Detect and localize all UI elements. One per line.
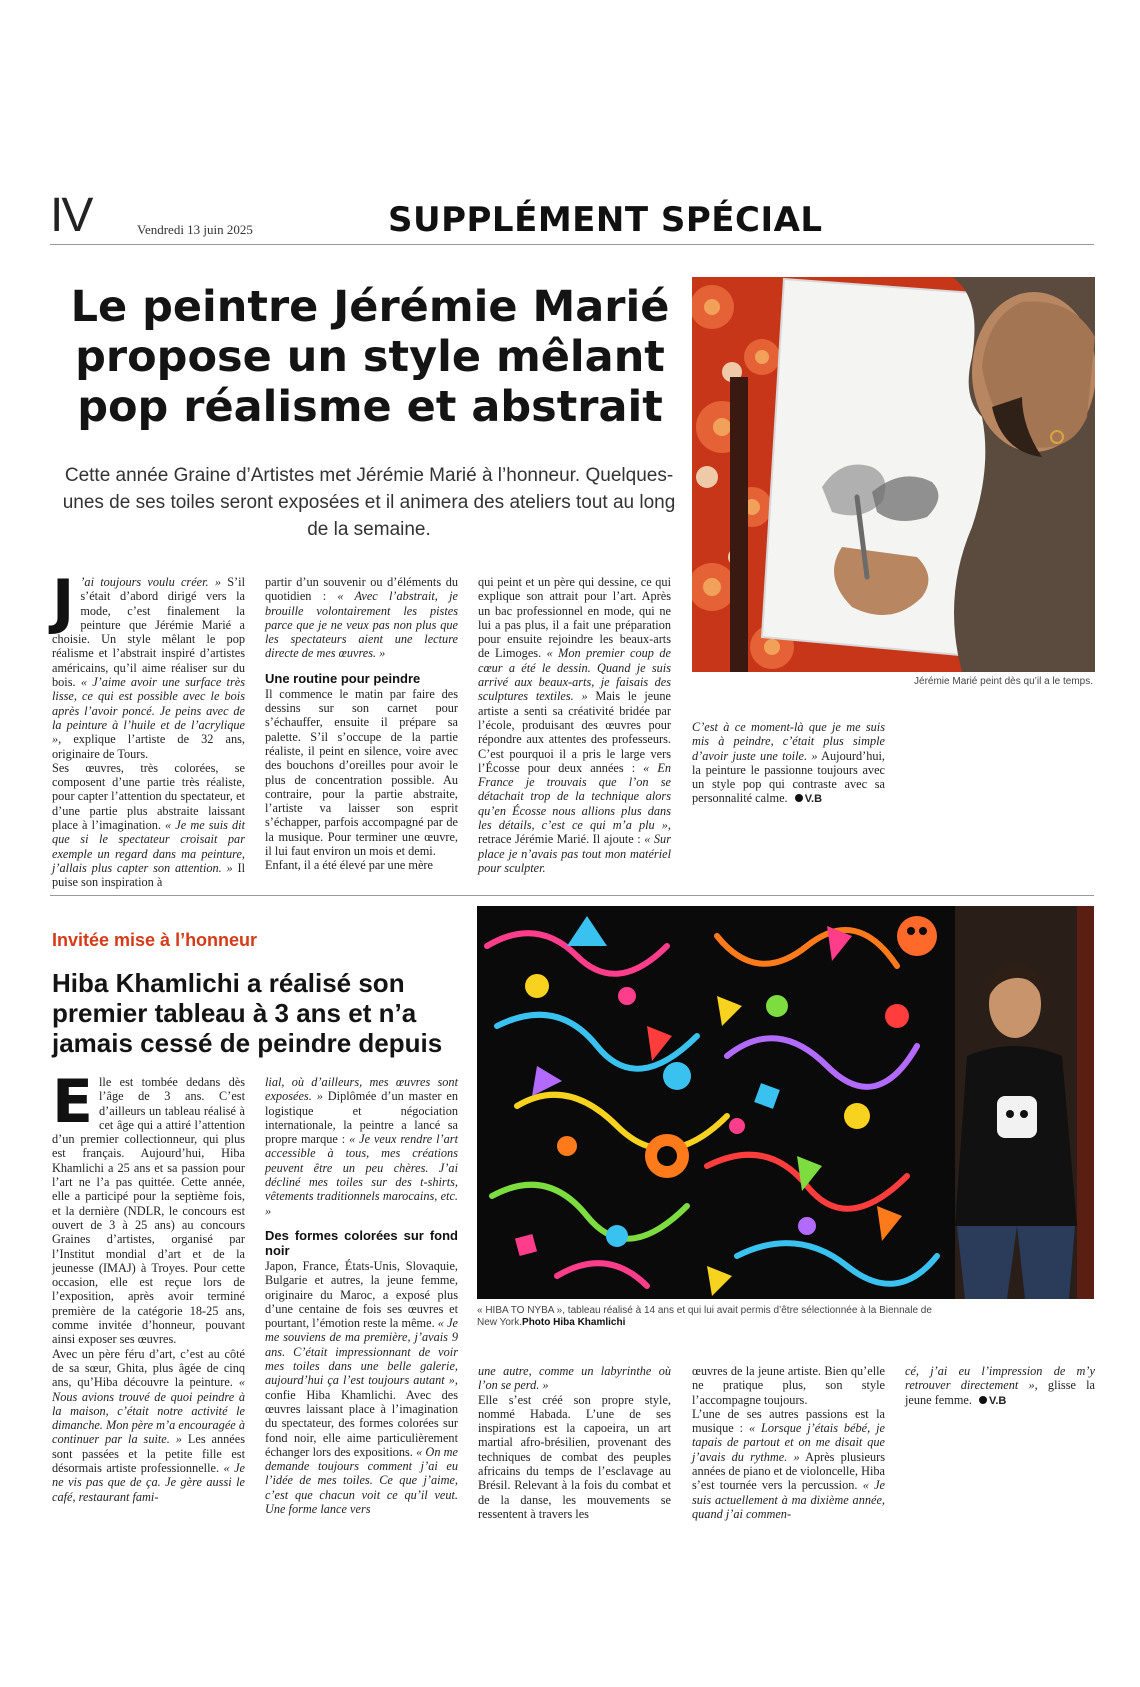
artwork-photo [477,906,1094,1299]
subheading: Une routine pour peindre [265,670,421,686]
article2-kicker: Invitée mise à l’honneur [52,930,258,950]
section-title: SUPPLÉMENT SPÉCIAL [388,200,823,240]
header-divider [50,244,1094,245]
subheading: Des formes colorées sur fond noir [265,1227,458,1258]
dropcap: E [52,1067,93,1137]
article2-column-3: une autre, comme un labyrinthe où l’on se perd. » Elle s’est créé son propre style, nommé Habada. L’une de ses inspirations est la capoeira, un art martial afro-brésilien, provenant des techniques de combat des peuples africains du temps de l’esclavage au Brésil. Relevant à la fois du combat et de la danse, les mouvements se ressentent à travers les [478,1364,671,1521]
author-signature: V.B [989,1394,1007,1407]
article2-column-4: œuvres de la jeune artiste. Bien qu’elle ne pratique plus, son style l’accompagne toujours. L’une de ses autres passions est la musique : « Lorsque j’étais bébé, je tapais de partout et on me disait que j’avais du rythme. » Après plusieurs années de piano et de violoncelle, Hiba s’est tournée vers la percussion. « Je suis actuellement à ma dixième année, quand j’ai commen- [692,1364,886,1521]
author-signature: V.B [804,793,823,806]
article1-column-1: J ’ai toujours voulu créer. » S’il s’était d’abord dirigé vers la mode, c’est finalement la peinture que Jérémie Marié a choisie. Un style mêlant le pop réalisme et l’abstrait inspiré d’artistes américains, qu’il aime réaliser sur du bois. « J’aime avoir une surface très lisse, ce qui est possible avec le bois après l’avoir poncé. Je peins avec de la peinture à l’huile et de l’acrylique », explique l’artiste de 32 ans, originaire de Tours. Ses œuvres, très colorées, se composent d’une partie très réaliste, pour capter l’attention du spectateur, et d’une partie plus abstraite laissant place à l’imagination. « Je me suis dit que si le spectateur croisait par exemple un regard dans ma peinture, j’allais plus capter son attention. » Il puise son inspiration à [52,567,245,890]
page-number: IV [50,189,92,242]
article2-headline: Hiba Khamlichi a réalisé son premier tableau à 3 ans et n’a jamais cessé de peindre depuis [52,968,443,1058]
page-date: Vendredi 13 juin 2025 [137,222,253,237]
article1-column-4: C’est à ce moment-là que je me suis mis à peindre, c’était plus simple d’avoir juste une toile. » Aujourd’hui, la peinture le passionne toujours avec un style pop qui contraste avec sa personnalité calme. V.B [692,720,885,806]
signature-dot [979,1396,987,1404]
photo-credit: Photo Hiba Khamlichi [522,1317,626,1328]
article2-column-5: cé, j’ai eu l’impression de m’y retrouver directement », glisse la jeune femme. V.B [905,1364,1095,1407]
article1-column-2: partir d’un souvenir ou d’éléments du quotidien : « Avec l’abstrait, je brouille volontairement les pistes parce que je ne veux pas non plus que les spectateurs aient une lecture directe de mes œuvres. » Une routine pour peindre Il commence le matin par faire des dessins sur son carnet pour s’échauffer, ensuite il prépare sa palette. S’il s’occupe de la partie réaliste, il peint en silence, voire avec des bouchons d’oreilles pour avoir le plus de concentration possible. Au contraire, pour la partie abstraite, l’artiste va laisser son esprit s’échapper, parfois accompagné par de la musique. Pour terminer une œuvre, il lui faut environ un mois et demi. Enfant, il a été élevé par une mère [265,575,458,873]
article-divider [50,895,1094,896]
article1-column-3: qui peint et un père qui dessine, ce qui explique son attrait pour l’art. Après un bac professionnel en mode, qui ne lui a pas plus, il a fait une préparation pour ensuite rejoindre les beaux-arts de Limoges. « Mon premier coup de cœur a été le dessin. Quand je suis arrivé aux beaux-arts, je faisais des sculptures textiles. » Mais le jeune artiste a senti sa créativité bridée par l’école, produisant des œuvres pour répondre aux attentes des professeurs. C’est pourquoi il a pris le large vers l’Écosse pour deux années : « En France je trouvais que l’on se détachait trop de la technique alors qu’en Écosse nous allions plus dans les détails, c’est ce qui m’a plu », retrace Jérémie Marié. Il ajoute : « Sur place je n’avais pas tout mon matériel pour sculpter. [478,575,671,875]
article1-lede: Cette année Graine d’Artistes met Jérémie Marié à l’honneur. Quelques-unes de ses toiles seront exposées et il animera des ateliers tout au long de la semaine. [62,465,676,540]
article2-photo [477,906,1094,1299]
signature-dot [795,794,803,802]
article2-photo-caption: « HIBA TO NYBA », tableau réalisé à 14 ans et qui lui avait permis d’être sélectionnée à la Biennale de New York.Photo Hiba Khamlichi [477,1305,932,1328]
article2-column-1: Elle est tombée dedans dès l’âge de 3 ans. C’est d’ailleurs un tableau réalisé à cet âge qui a attiré l’attention d’un premier collectionneur, qui plus est français. Aujourd’hui, Hiba Khamlichi a 25 ans et sa passion pour l’art ne l’a pas quittée. Cette année, elle a participé pour la septième fois, et la dernière (NDLR, le concours est ouvert de 3 à 25 ans) au concours Graines d’artistes, organisé par l’Institut mondial d’art et de la jeunesse (IMAJ) à Troyes. Pour cette occasion, elle est reçue lors de l’exposition, après avoir terminé première de la catégorie 18-25 ans, comme invitée d’honneur, pouvant ainsi exposer ses œuvres. Avec un père féru d’art, c’est au côté de sa sœur, Ghita, plus âgée de cinq ans, qu’Hiba découvre la peinture. « Nous avions trouvé de quoi peindre à la maison, c’était notre activité le dimanche. Mon père m’a encouragée à continuer par la suite. » Les années sont passées et la petite fille est désormais artiste professionnelle. « Je ne vis pas que de ça. Je gère aussi le café, restaurant fami- [52,1067,245,1504]
article1-photo [692,277,1095,672]
article1-headline: Le peintre Jérémie Marié propose un style mêlant pop réalisme et abstrait [70,282,670,432]
article2-column-2: lial, où d’ailleurs, mes œuvres sont exposées. » Diplômée d’un master en logistique et négociation internationale, la peintre a lancé sa propre marque : « Je veux rendre l’art accessible à tous, mes créations peuvent être un peu chères. J’ai décliné mes toiles sur des t-shirts, vêtements traditionnels marocains, etc. » Des formes colorées sur fond noir Japon, France, États-Unis, Slovaquie, Bulgarie et autres, la jeune femme, originaire du Maroc, a exposé plus d’une centaine de fois ses œuvres et pourtant, l’émotion reste la même. « Je me souviens de ma première, j’avais 9 ans. C’était impressionnant de voir mes toiles dans une belle galerie, aujourd’hui ça l’est toujours autant », confie Hiba Khamlichi. Avec des œuvres laissant place à l’imagination du spectateur, des formes colorées sur fond noir, elle aime particulièrement échanger lors des expositions. « On me demande toujours comment j’ai eu l’idée de mes toiles. Ce que j’aime, c’est que chacun voit ce qu’il veut. Une forme lance vers [265,1075,459,1517]
painter-photo [692,277,1095,672]
dropcap: J [52,567,75,637]
article1-photo-caption: Jérémie Marié peint dès qu’il a le temps. [914,676,1093,687]
